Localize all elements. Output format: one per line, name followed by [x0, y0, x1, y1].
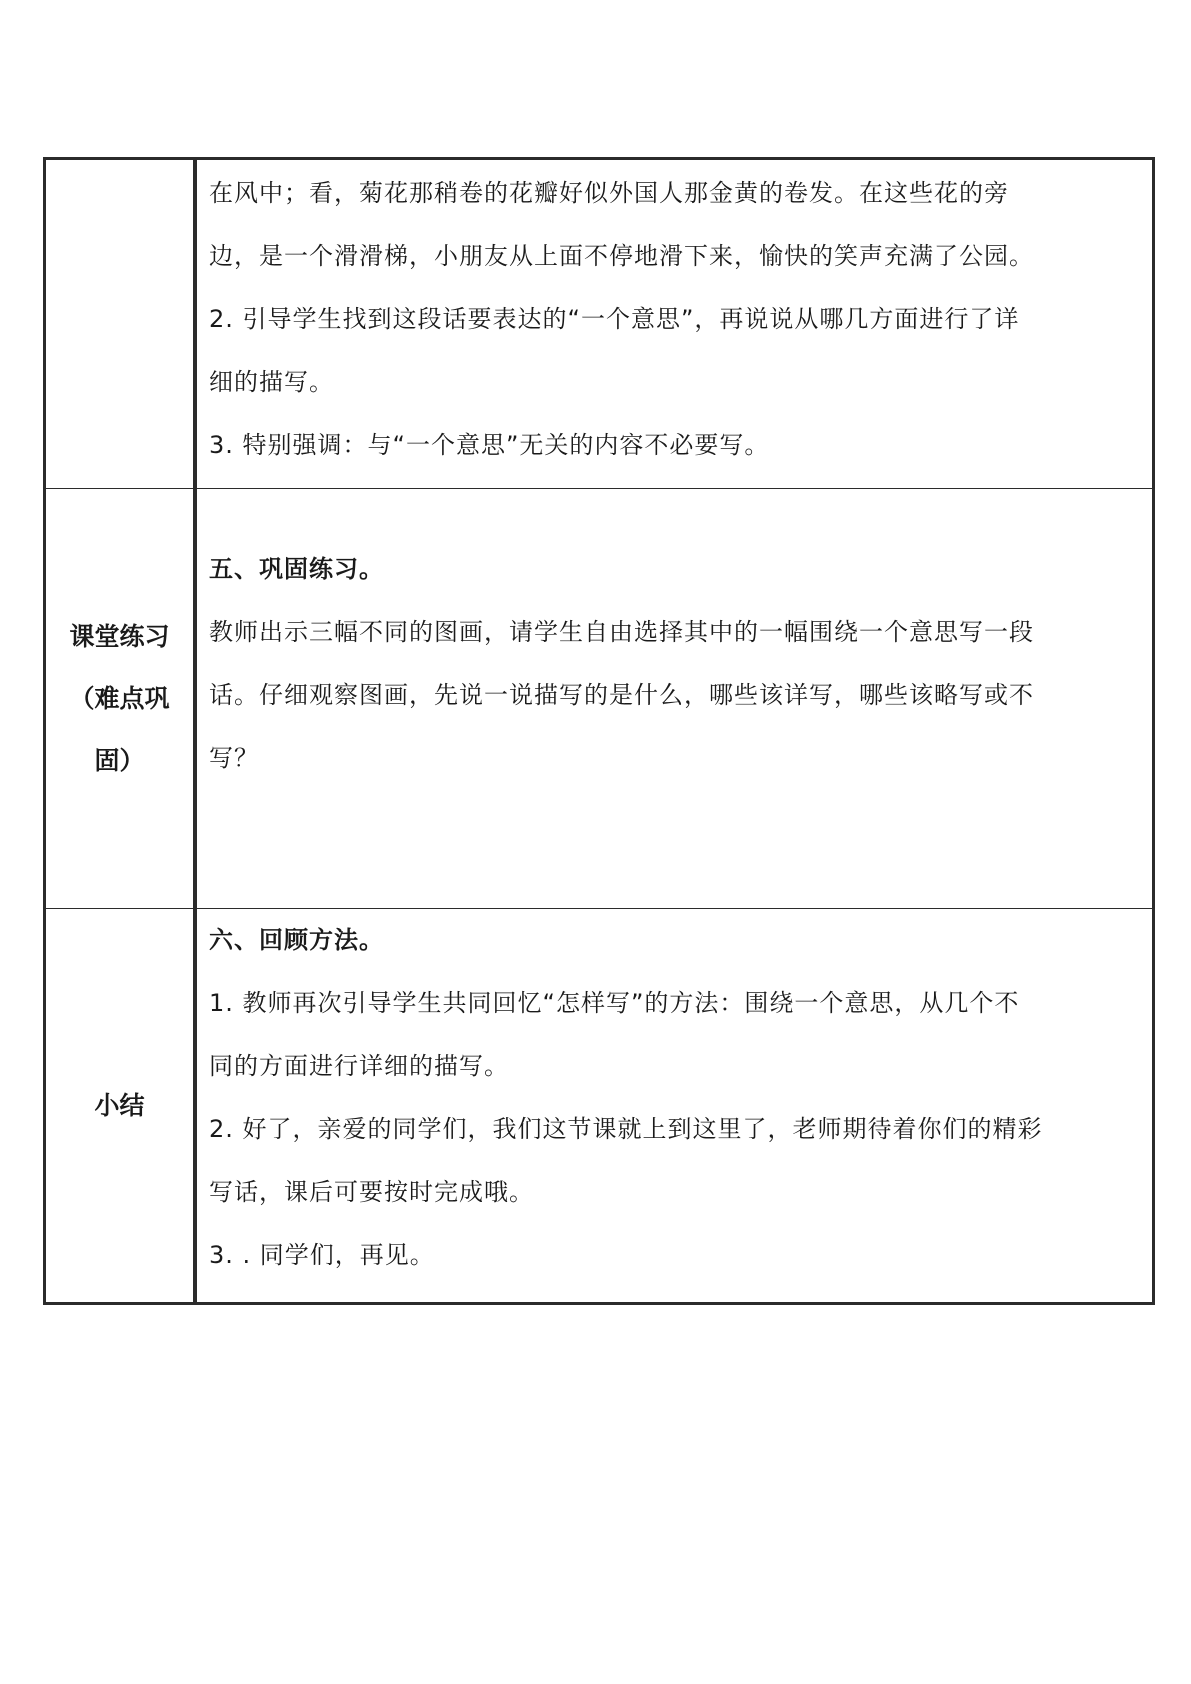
row-label: 小结 [94, 1090, 145, 1120]
content-line: 在风中；看，菊花那稍卷的花瓣好似外国人那金黄的卷发。在这些花的旁 [209, 179, 1009, 207]
content-line: 1. 教师再次引导学生共同回忆“怎样写”的方法：围绕一个意思，从几个不 [209, 989, 1020, 1017]
row-label: 课堂练习 （难点巩 固） [69, 621, 170, 775]
content-line: 写话，课后可要按时完成哦。 [209, 1178, 534, 1206]
row-label-cell [45, 909, 196, 1304]
content-line: 同的方面进行详细的描写。 [209, 1052, 509, 1080]
table-row [45, 159, 1154, 489]
content-line: 3. . 同学们，再见。 [209, 1241, 435, 1269]
content-line: 2. 引导学生找到这段话要表达的“一个意思”，再说说从哪几方面进行了详 [209, 305, 1020, 333]
row-label-cell [45, 159, 196, 489]
section-heading: 五、巩固练习。 [209, 555, 384, 583]
lesson-plan-table [43, 157, 1155, 1305]
row-content-cell [195, 159, 1154, 489]
content-line: 边，是一个滑滑梯，小朋友从上面不停地滑下来，愉快的笑声充满了公园。 [209, 242, 1034, 270]
content-line: 写？ [209, 744, 259, 772]
row-content-cell [195, 909, 1154, 1304]
content-line: 2. 好了，亲爱的同学们，我们这节课就上到这里了，老师期待着你们的精彩 [209, 1115, 1043, 1143]
content-line: 3. 特别强调：与“一个意思”无关的内容不必要写。 [209, 431, 770, 459]
table-row [45, 909, 1154, 1304]
content-line: 细的描写。 [209, 368, 334, 396]
content-line: 教师出示三幅不同的图画，请学生自由选择其中的一幅围绕一个意思写一段 [209, 618, 1034, 646]
table-row [45, 489, 1154, 909]
content-line: 话。仔细观察图画，先说一说描写的是什么，哪些该详写，哪些该略写或不 [209, 681, 1034, 709]
row-label-cell [45, 489, 196, 909]
section-heading: 六、回顾方法。 [209, 926, 384, 954]
row-content-cell [195, 489, 1154, 909]
